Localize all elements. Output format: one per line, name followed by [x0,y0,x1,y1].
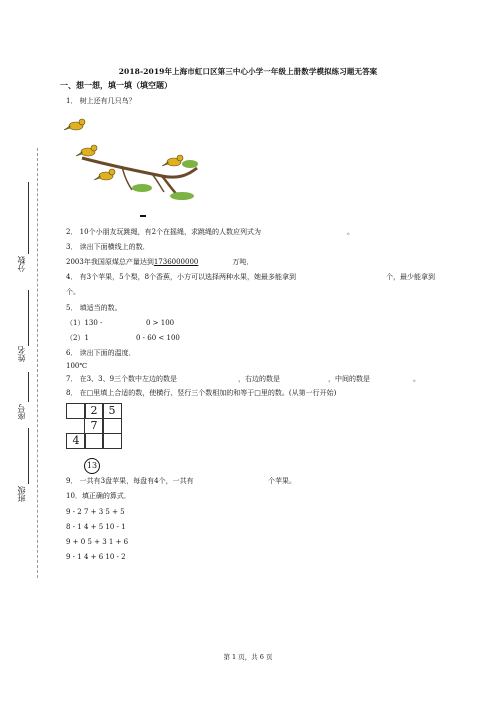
equation-row-3: 9 + 0 5 + 3 1 + 6 [66,538,129,546]
question-7: 7． 在3、3、9三个数中左边的数是 [66,375,178,383]
name-label: 姓名 [17,346,26,362]
bird-icon [162,155,183,166]
question-8: 8． 在□里填上合适的数，使横行、竖行三个数相加的和等于□里的数。(从第一行开始) [66,389,337,397]
equation-row-1: 9 - 2 7 + 3 5 + 5 [66,508,125,516]
grid-cell[interactable] [102,433,122,449]
q5-item-2: （2）1 [66,334,89,342]
question-9-end: 个苹果。 [268,477,296,485]
q5-item-1: （1）130 - [66,319,103,327]
question-7-mid2: ，中间的数是 [328,375,370,383]
question-2-end: 。 [347,228,354,236]
q6-temperature: 100℃ [66,362,88,370]
grid-cell[interactable] [66,403,86,419]
class-blank-line [28,428,29,484]
birds-on-tree-illustration [62,106,202,202]
question-9: 9． 一共有3盘苹果，每盘有4个，一共有 [66,477,194,485]
bird-icon [64,119,85,130]
question-1: 1． 树上还有几只鸟？ [66,97,136,105]
bird-icon [76,145,97,156]
q5-item-2-rest: 0 - 60 < 100 [136,334,180,342]
question-3-sentence [66,257,253,267]
grid-cell: 2 [84,403,104,419]
question-10: 10．填正确的算式． [66,492,131,500]
question-4-end: 个。 [66,288,80,296]
seat-label: 座号 [17,404,26,420]
q5-item-1-rest: 0 > 100 [146,319,175,327]
grid-cell[interactable] [84,433,104,449]
q3-underlined-number: 1736000000 [153,258,199,266]
q3-text-after: 万吨． [232,258,254,266]
equation-row-4: 9 - 1 4 + 6 10 - 2 [66,553,126,561]
binding-dashed-line [37,148,38,578]
seat-blank-line [28,372,29,402]
bird-icon [94,169,115,180]
equation-row-2: 8 - 1 4 + 5 10 - 1 [66,523,126,531]
question-3: 3． 读出下面横线上的数． [66,243,150,251]
grid-cell: 7 [84,418,104,434]
grid-cell: 4 [66,433,86,449]
grid-cell: 5 [102,403,122,419]
q3-text-before: 2003年我国原煤总产量达到 [66,258,154,266]
question-4: 4． 有3个苹果，5个梨，8个香蕉，小方可以选择两种水果，她最多能拿到 [66,273,297,281]
page-title: 2018-2019年上海市虹口区第三中心小学一年级上册数学模拟练习题无答案 [118,67,378,76]
question-7-end: 。 [413,375,420,383]
page-footer: 第 1 页，共 6 页 [223,653,273,661]
question-5: 5． 填适当的数。 [66,304,122,312]
name-blank-line [28,290,29,346]
question-2: 2． 10个小朋友玩跳绳，有2个在摇绳，求跳绳的人数应列式为 [66,228,262,236]
score-label: 分数 [17,256,26,272]
score-blank-line [28,182,29,254]
circled-number: 13 [84,458,100,474]
question-6: 6． 读出下面的温度． [66,349,136,357]
section-heading: 一、想一想，填一填（填空题） [60,80,172,90]
question-7-mid: ，右边的数是 [238,375,280,383]
small-mark [140,215,146,217]
grid-cell[interactable] [102,418,122,434]
question-4-mid: 个，最少能拿到 [386,273,435,281]
class-label: 班级 [17,486,26,502]
